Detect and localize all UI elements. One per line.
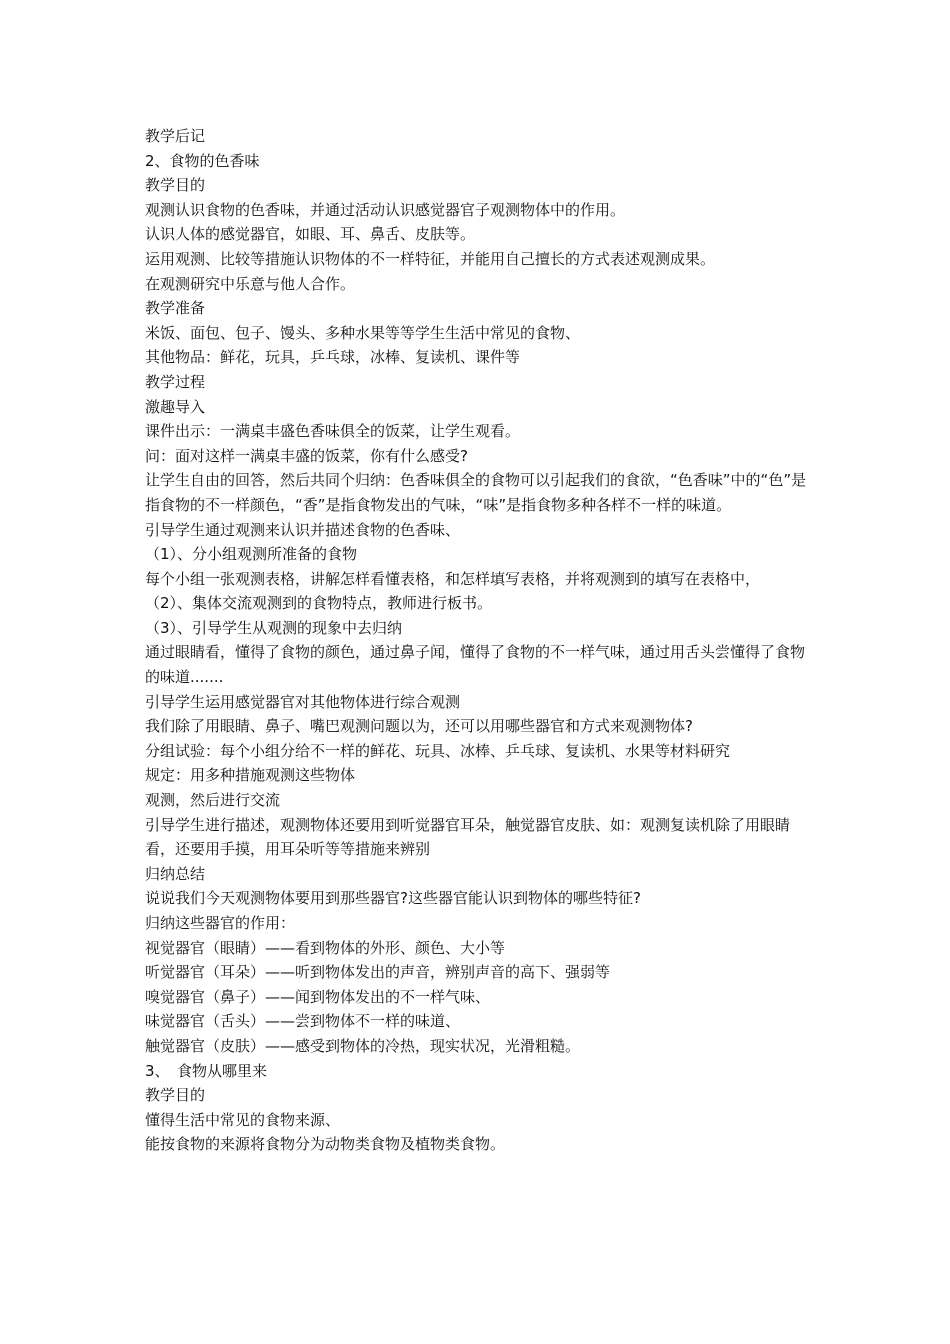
body-paragraph: 引导学生通过观测来认识并描述食物的色香味、 <box>145 520 461 539</box>
step-item: （3）、引导学生从观测的现象中去归纳 <box>145 618 403 637</box>
step-item: （1）、分小组观测所准备的食物 <box>145 545 358 564</box>
heading-objectives: 教学目的 <box>145 1086 206 1105</box>
objective-line: 懂得生活中常见的食物来源、 <box>145 1110 341 1129</box>
lesson-title-3: 3、 食物从哪里来 <box>145 1061 268 1080</box>
step-item: （2）、集体交流观测到的食物特点，教师进行板书。 <box>145 594 493 613</box>
body-paragraph: 分组试验：每个小组分给不一样的鲜花、玩具、冰棒、乒乓球、复读机、水果等材料研究 <box>145 741 731 760</box>
organ-item: 味觉器官（舌头）——尝到物体不一样的味道、 <box>145 1012 461 1031</box>
objective-line: 认识人体的感觉器官，如眼、耳、鼻舌、皮肤等。 <box>145 225 476 244</box>
organ-item: 听觉器官（耳朵）——听到物体发出的声音，辨别声音的高下、强弱等 <box>145 963 611 982</box>
subheading-summary: 归纳总结 <box>145 864 206 883</box>
body-paragraph: 让学生自由的回答，然后共同个归纳：色香味俱全的食物可以引起我们的食欲，“色香味”中的“色”是指食物的不一样颜色，“香”是指食物发出的气味，“味”是指食物多种各样不一样的味道。 <box>145 471 807 514</box>
preparation-line: 米饭、面包、包子、馒头、多种水果等等学生生活中常见的食物、 <box>145 323 581 342</box>
heading-objectives: 教学目的 <box>145 176 206 195</box>
subheading-intro: 激趣导入 <box>145 397 206 416</box>
body-paragraph: 说说我们今天观测物体要用到那些器官?这些器官能认识到物体的哪些特征? <box>145 889 641 908</box>
body-paragraph: 通过眼睛看，懂得了食物的颜色，通过鼻子闻，懂得了食物的不一样气味，通过用舌头尝懂得了食物的味道....... <box>145 643 806 687</box>
objective-line: 运用观测、比较等措施认识物体的不一样特征，并能用自己擅长的方式表述观测成果。 <box>145 249 716 268</box>
objective-line: 在观测研究中乐意与他人合作。 <box>145 274 356 293</box>
body-paragraph: 观测，然后进行交流 <box>145 791 281 810</box>
body-paragraph: 归纳这些器官的作用： <box>145 914 296 932</box>
heading-preparation: 教学准备 <box>145 299 206 318</box>
organ-item: 视觉器官（眼睛）——看到物体的外形、颜色、大小等 <box>145 938 506 957</box>
document-body <box>145 124 813 1157</box>
lesson-title-2: 2、食物的色香味 <box>145 151 260 170</box>
heading-process: 教学过程 <box>145 372 206 391</box>
body-paragraph: 问：面对这样一满桌丰盛的饭菜，你有什么感受? <box>145 446 468 465</box>
body-paragraph: 课件出示：一满桌丰盛色香味俱全的饭菜，让学生观看。 <box>145 422 521 441</box>
organ-item: 嗅觉器官（鼻子）——闻到物体发出的不一样气味、 <box>145 987 491 1006</box>
objective-line: 能按食物的来源将食物分为动物类食物及植物类食物。 <box>145 1135 506 1154</box>
body-paragraph: 引导学生进行描述，观测物体还要用到听觉器官耳朵，触觉器官皮肤、如：观测复读机除了用眼睛看，还要用手摸，用耳朵听等等措施来辨别 <box>145 815 791 859</box>
body-paragraph: 每个小组一张观测表格，讲解怎样看懂表格，和怎样填写表格，并将观测到的填写在表格中， <box>145 569 761 588</box>
preparation-line: 其他物品：鲜花，玩具，乒乓球，冰棒、复读机、课件等 <box>145 348 521 367</box>
heading-teaching-notes: 教学后记 <box>145 127 206 145</box>
organ-item: 触觉器官（皮肤）——感受到物体的冷热，现实状况，光滑粗糙。 <box>145 1036 581 1055</box>
body-paragraph: 规定：用多种措施观测这些物体 <box>145 766 356 785</box>
body-paragraph: 我们除了用眼睛、鼻子、嘴巴观测问题以为，还可以用哪些器官和方式来观测物体? <box>145 717 693 736</box>
body-paragraph: 引导学生运用感觉器官对其他物体进行综合观测 <box>145 692 461 711</box>
objective-line: 观测认识食物的色香味，并通过活动认识感觉器官子观测物体中的作用。 <box>145 200 626 219</box>
